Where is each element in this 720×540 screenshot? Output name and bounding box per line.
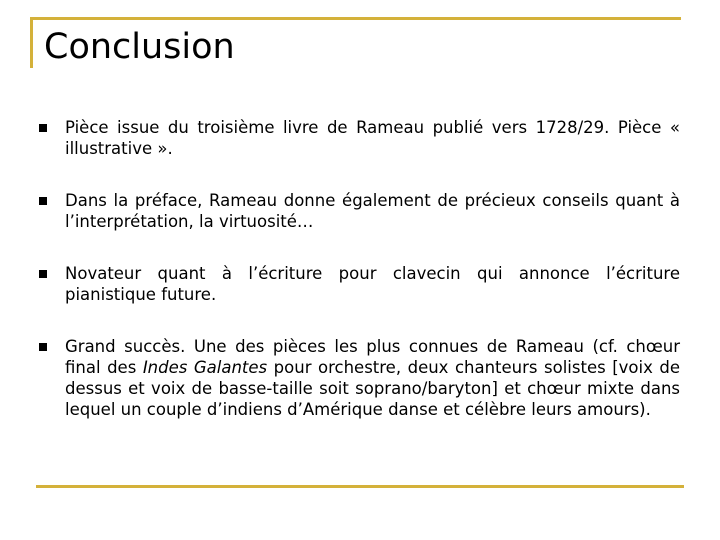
bullet-text: Pièce issue du troisième livre de Rameau publié vers 1728/29. Pièce « illustrative ». bbox=[65, 118, 680, 158]
slide-title: Conclusion bbox=[44, 27, 235, 67]
square-bullet-icon bbox=[39, 343, 47, 351]
bullet-item bbox=[30, 336, 680, 420]
bullet-text-start: Grand succès. Une des pièces les plus connues de Rameau (cf. chœur final des bbox=[65, 337, 680, 377]
bullet-text bbox=[65, 337, 680, 419]
bullet-item bbox=[30, 117, 680, 159]
bullet-text-end: pour orchestre, deux chanteurs solistes [voix de dessus et voix de basse-taille soit soprano/baryton] et chœur mixte dans lequel un couple d’indiens d’Amérique danse et célèbre leurs amours). bbox=[65, 358, 681, 419]
square-bullet-icon bbox=[39, 124, 47, 132]
work-title-italic: Indes Galantes bbox=[142, 358, 268, 377]
square-bullet-icon bbox=[39, 197, 47, 205]
bullet-item bbox=[30, 190, 680, 232]
bottom-divider bbox=[36, 485, 684, 488]
bullet-item bbox=[30, 263, 680, 305]
square-bullet-icon bbox=[39, 270, 47, 278]
bullet-text: Novateur quant à l’écriture pour clavecin qui annonce l’écriture pianistique future. bbox=[65, 264, 680, 304]
bullet-list bbox=[30, 117, 680, 451]
bullet-text: Dans la préface, Rameau donne également de précieux conseils quant à l’interprétation, la virtuosité… bbox=[65, 191, 680, 231]
